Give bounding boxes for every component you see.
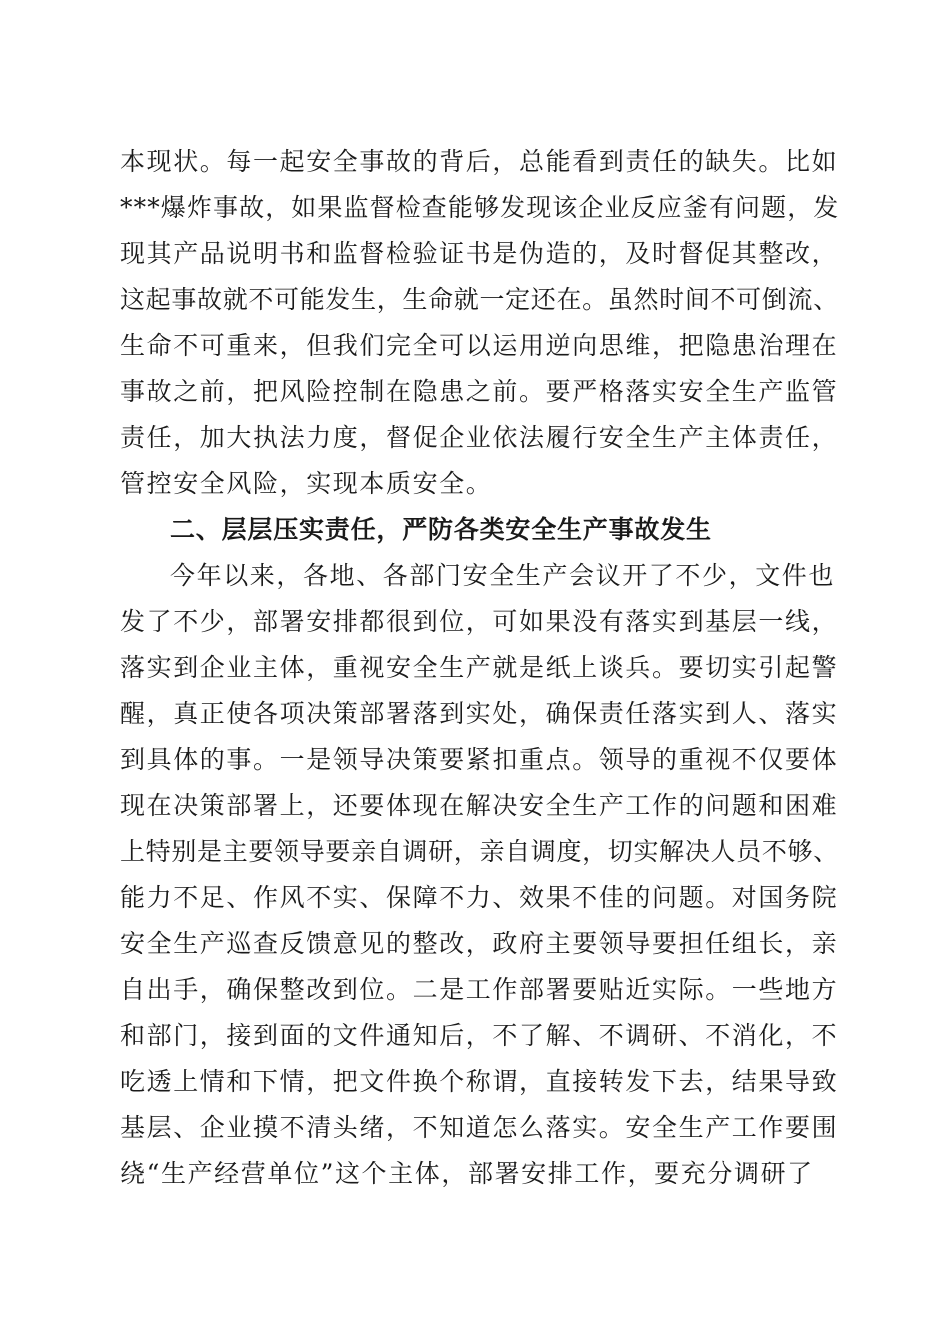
body-text-line: 上特别是主要领导要亲自调研，亲自调度，切实解决人员不够、 bbox=[120, 837, 839, 866]
body-text-line: 自出手，确保整改到位。二是工作部署要贴近实际。一些地方 bbox=[120, 975, 839, 1004]
body-text-line: 绕“生产经营单位”这个主体，部署安排工作，要充分调研了 bbox=[120, 1159, 814, 1188]
body-text-line: 这起事故就不可能发生，生命就一定还在。虽然时间不可倒流、 bbox=[120, 285, 839, 314]
body-text-line: 责任，加大执法力度，督促企业依法履行安全生产主体责任， bbox=[120, 423, 839, 452]
body-text-line: ***爆炸事故，如果监督检查能够发现该企业反应釜有问题，发 bbox=[120, 193, 840, 222]
body-text-line: 现在决策部署上，还要体现在解决安全生产工作的问题和困难 bbox=[120, 791, 839, 820]
body-text-line: 能力不足、作风不实、保障不力、效果不佳的问题。对国务院 bbox=[120, 883, 839, 912]
body-text-line: 事故之前，把风险控制在隐患之前。要严格落实安全生产监管 bbox=[120, 377, 839, 406]
section-heading: 二、层层压实责任，严防各类安全生产事故发生 bbox=[170, 515, 712, 544]
body-text-line: 吃透上情和下情，把文件换个称谓，直接转发下去，结果导致 bbox=[120, 1067, 839, 1096]
body-text-line: 生命不可重来，但我们完全可以运用逆向思维，把隐患治理在 bbox=[120, 331, 839, 360]
body-text-line: 落实到企业主体，重视安全生产就是纸上谈兵。要切实引起警 bbox=[120, 653, 839, 682]
body-text-line: 到具体的事。一是领导决策要紧扣重点。领导的重视不仅要体 bbox=[120, 745, 839, 774]
paragraph-first-line: 今年以来，各地、各部门安全生产会议开了不少，文件也 bbox=[170, 561, 836, 590]
body-text-line: 安全生产巡查反馈意见的整改，政府主要领导要担任组长，亲 bbox=[120, 929, 839, 958]
body-text-line: 管控安全风险，实现本质安全。 bbox=[120, 469, 493, 498]
body-text-line: 和部门，接到面的文件通知后，不了解、不调研、不消化，不 bbox=[120, 1021, 839, 1050]
body-text-line: 现其产品说明书和监督检验证书是伪造的，及时督促其整改， bbox=[120, 239, 839, 268]
body-text-line: 本现状。每一起安全事故的背后，总能看到责任的缺失。比如 bbox=[120, 147, 839, 176]
body-text-line: 发了不少，部署安排都很到位，可如果没有落实到基层一线， bbox=[120, 607, 839, 636]
body-text-line: 基层、企业摸不清头绪，不知道怎么落实。安全生产工作要围 bbox=[120, 1113, 839, 1142]
body-text-line: 醒，真正使各项决策部署落到实处，确保责任落实到人、落实 bbox=[120, 699, 839, 728]
